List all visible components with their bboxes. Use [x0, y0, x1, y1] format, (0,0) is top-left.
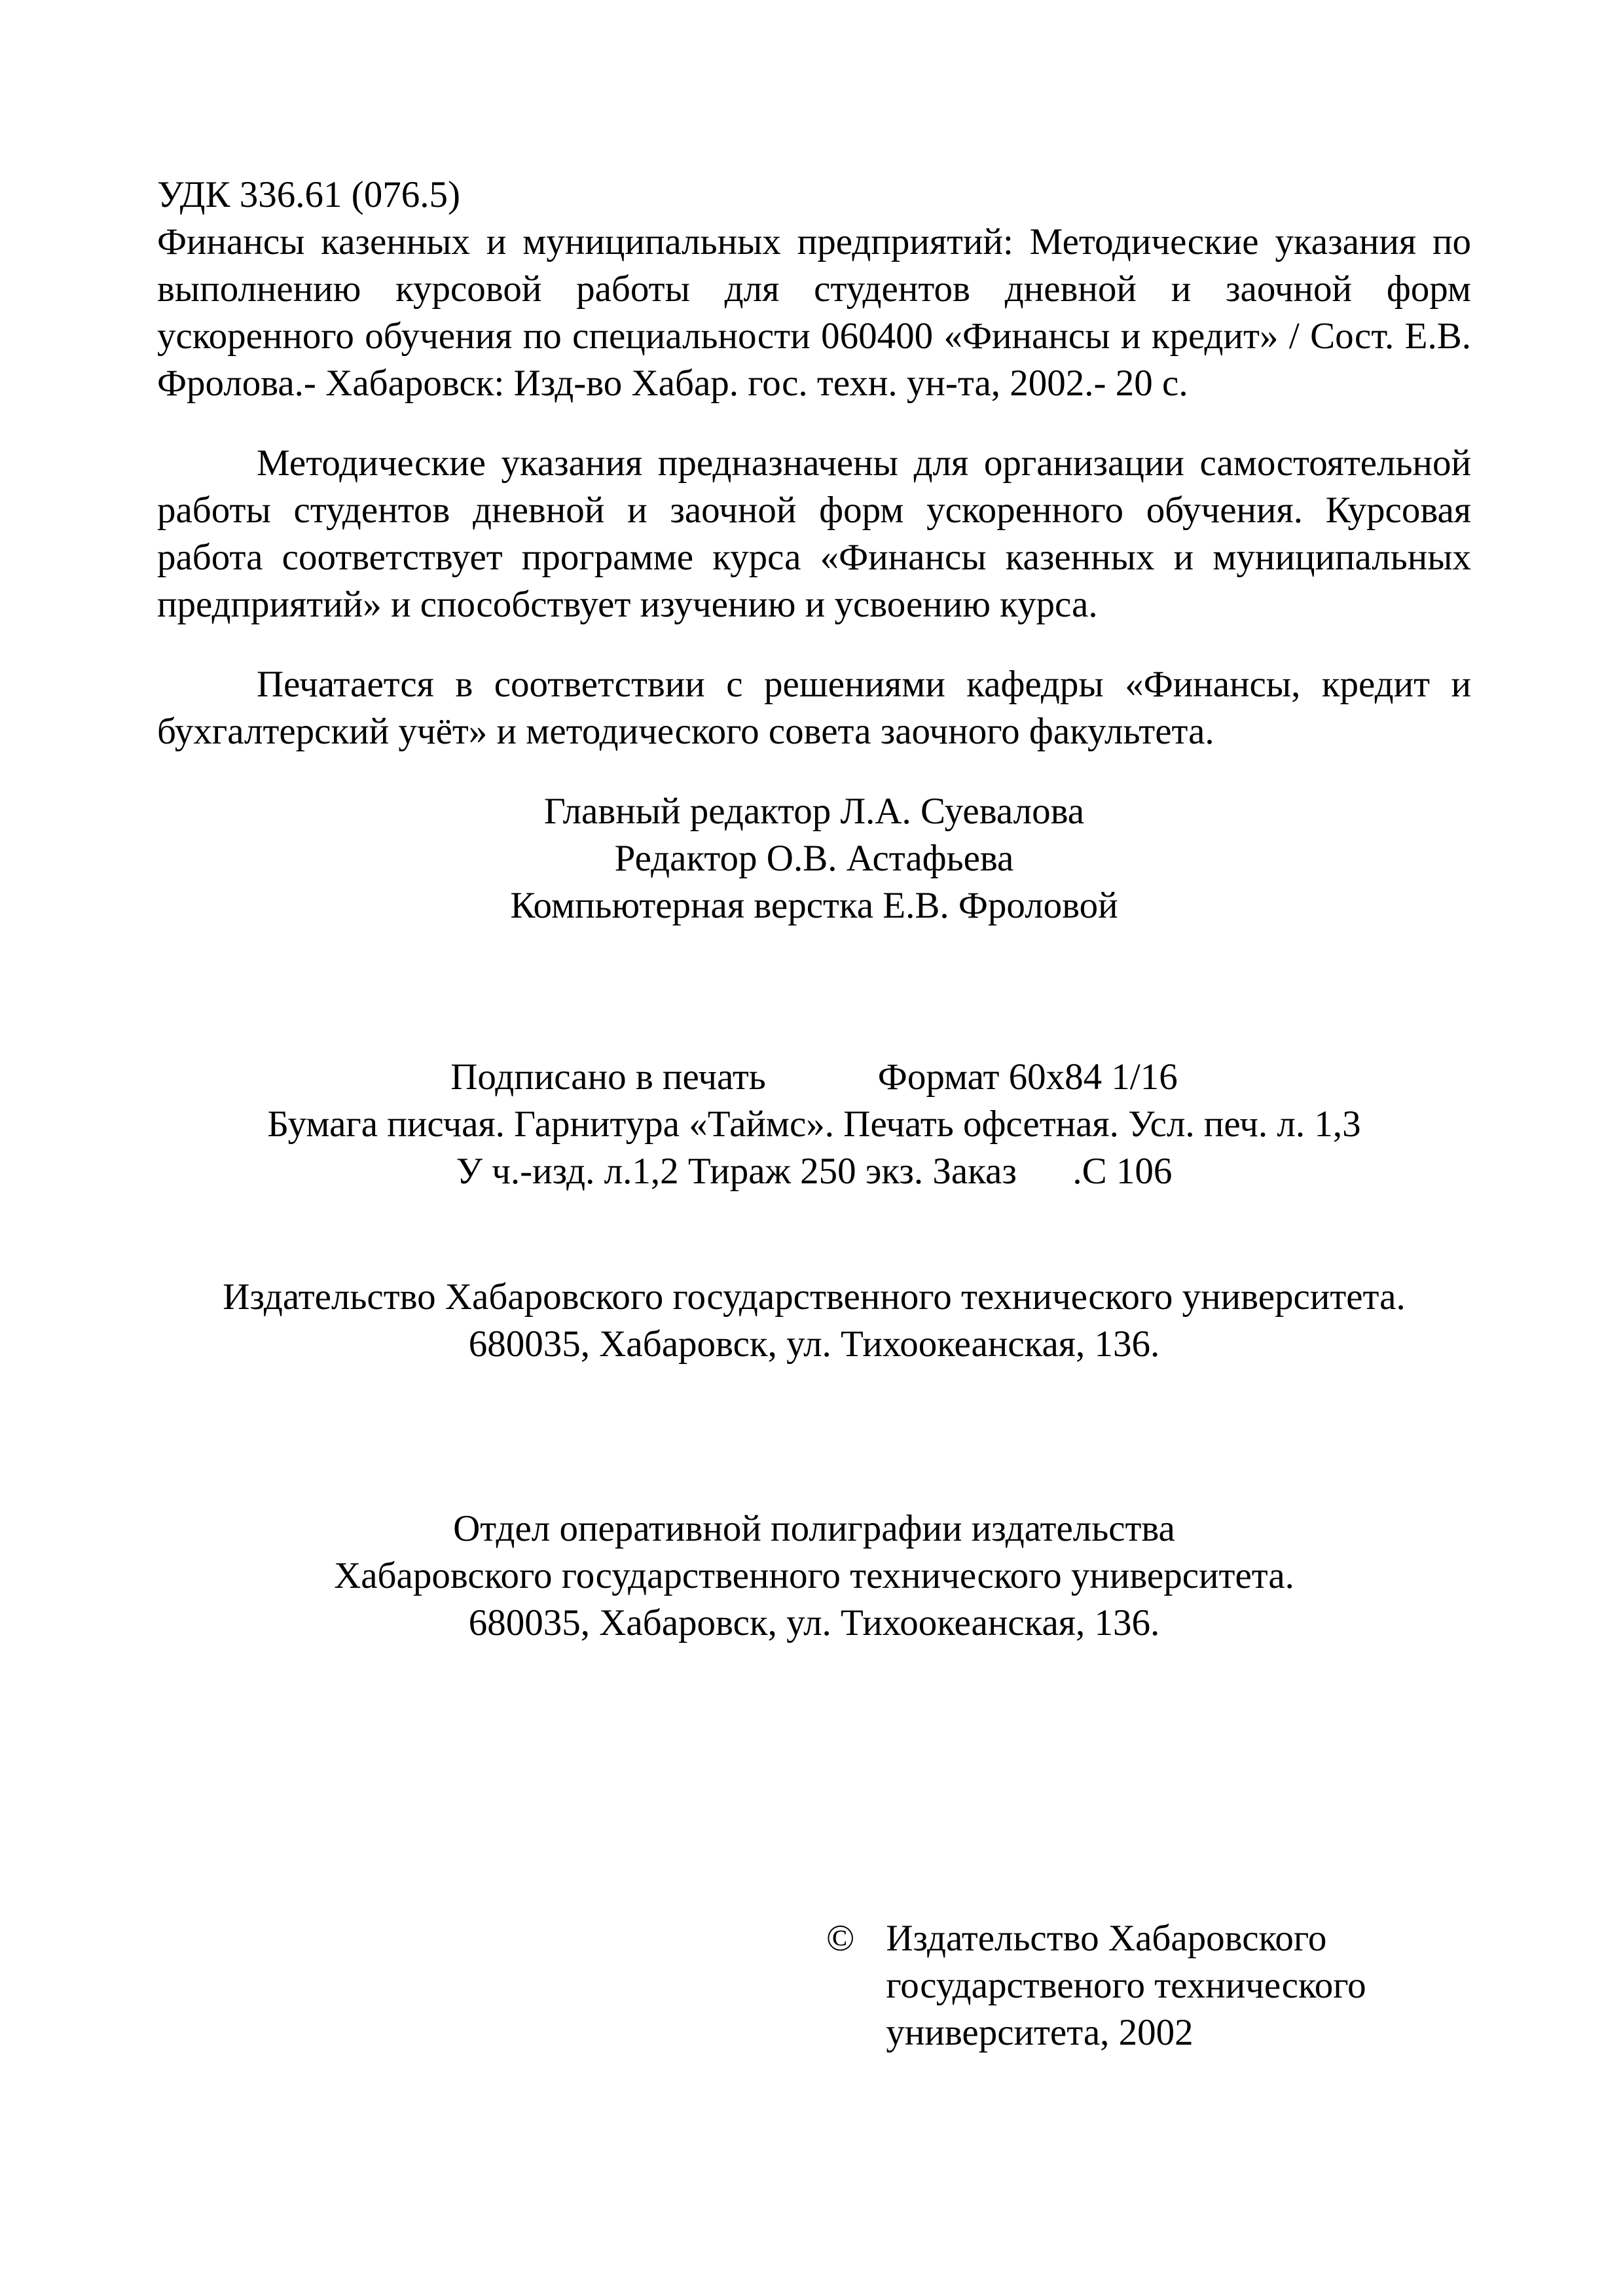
udk-code: УДК 336.61 (076.5): [157, 174, 460, 215]
copyright-line-1: Издательство Хабаровского: [886, 1918, 1327, 1959]
layout-line: Компьютерная верстка Е.В. Фроловой: [510, 885, 1118, 926]
copyright-line-2: государственого технического: [886, 1965, 1366, 2006]
copyright-text: [886, 1915, 1366, 2056]
staff-block: [157, 788, 1471, 929]
print-department-line-2: Хабаровского государственного технического университета.: [334, 1555, 1294, 1596]
copyright-block: [826, 1915, 1471, 2056]
publisher-address-line: 680035, Хабаровск, ул. Тихоокеанская, 136.: [468, 1323, 1160, 1365]
editor-line: Редактор О.В. Астафьева: [614, 838, 1014, 879]
copyright-symbol: ©: [826, 1918, 855, 1959]
bibliographic-description: Финансы казенных и муниципальных предприятий: Методические указания по выполнению курсовой работы для студентов дневной и заочной форм ускоренного обучения по специальности 060400 «Финансы и кредит» / Сост. Е.В. Фролова.- Хабаровск: Изд-во Хабар. гос. техн. ун-та, 2002.- 20 с.: [157, 221, 1471, 404]
print-info-block: [157, 1054, 1471, 1195]
print-department-line-3: 680035, Хабаровск, ул. Тихоокеанская, 136.: [468, 1602, 1160, 1643]
print-info-line-3: У ч.-изд. л.1,2 Тираж 250 экз. Заказ .С 106: [456, 1151, 1173, 1192]
publisher-block: [157, 1274, 1471, 1368]
publisher-name-line: Издательство Хабаровского государственного технического университета.: [223, 1276, 1406, 1318]
approval-paragraph: Печатается в соответствии с решениями кафедры «Финансы, кредит и бухгалтерский учёт» и методического совета заочного факультета.: [157, 664, 1471, 752]
chief-editor-line: Главный редактор Л.А. Суевалова: [543, 791, 1085, 832]
print-department-block: [157, 1505, 1471, 1647]
print-info-line-1: Подписано в печать Формат 60х84 1/16: [450, 1056, 1178, 1098]
annotation-paragraph: Методические указания предназначены для организации самостоятельной работы студентов дневной и заочной форм ускоренного обучения. Курсовая работа соответствует программе курса «Финансы казенных и муниципальных предприятий» и способствует изучению и усвоению курса.: [157, 442, 1471, 625]
print-info-line-2: Бумага писчая. Гарнитура «Таймс». Печать офсетная. Усл. печ. л. 1,3: [267, 1103, 1361, 1145]
copyright-line-3: университета, 2002: [886, 2012, 1194, 2053]
print-department-line-1: Отдел оперативной полиграфии издательства: [453, 1508, 1175, 1549]
